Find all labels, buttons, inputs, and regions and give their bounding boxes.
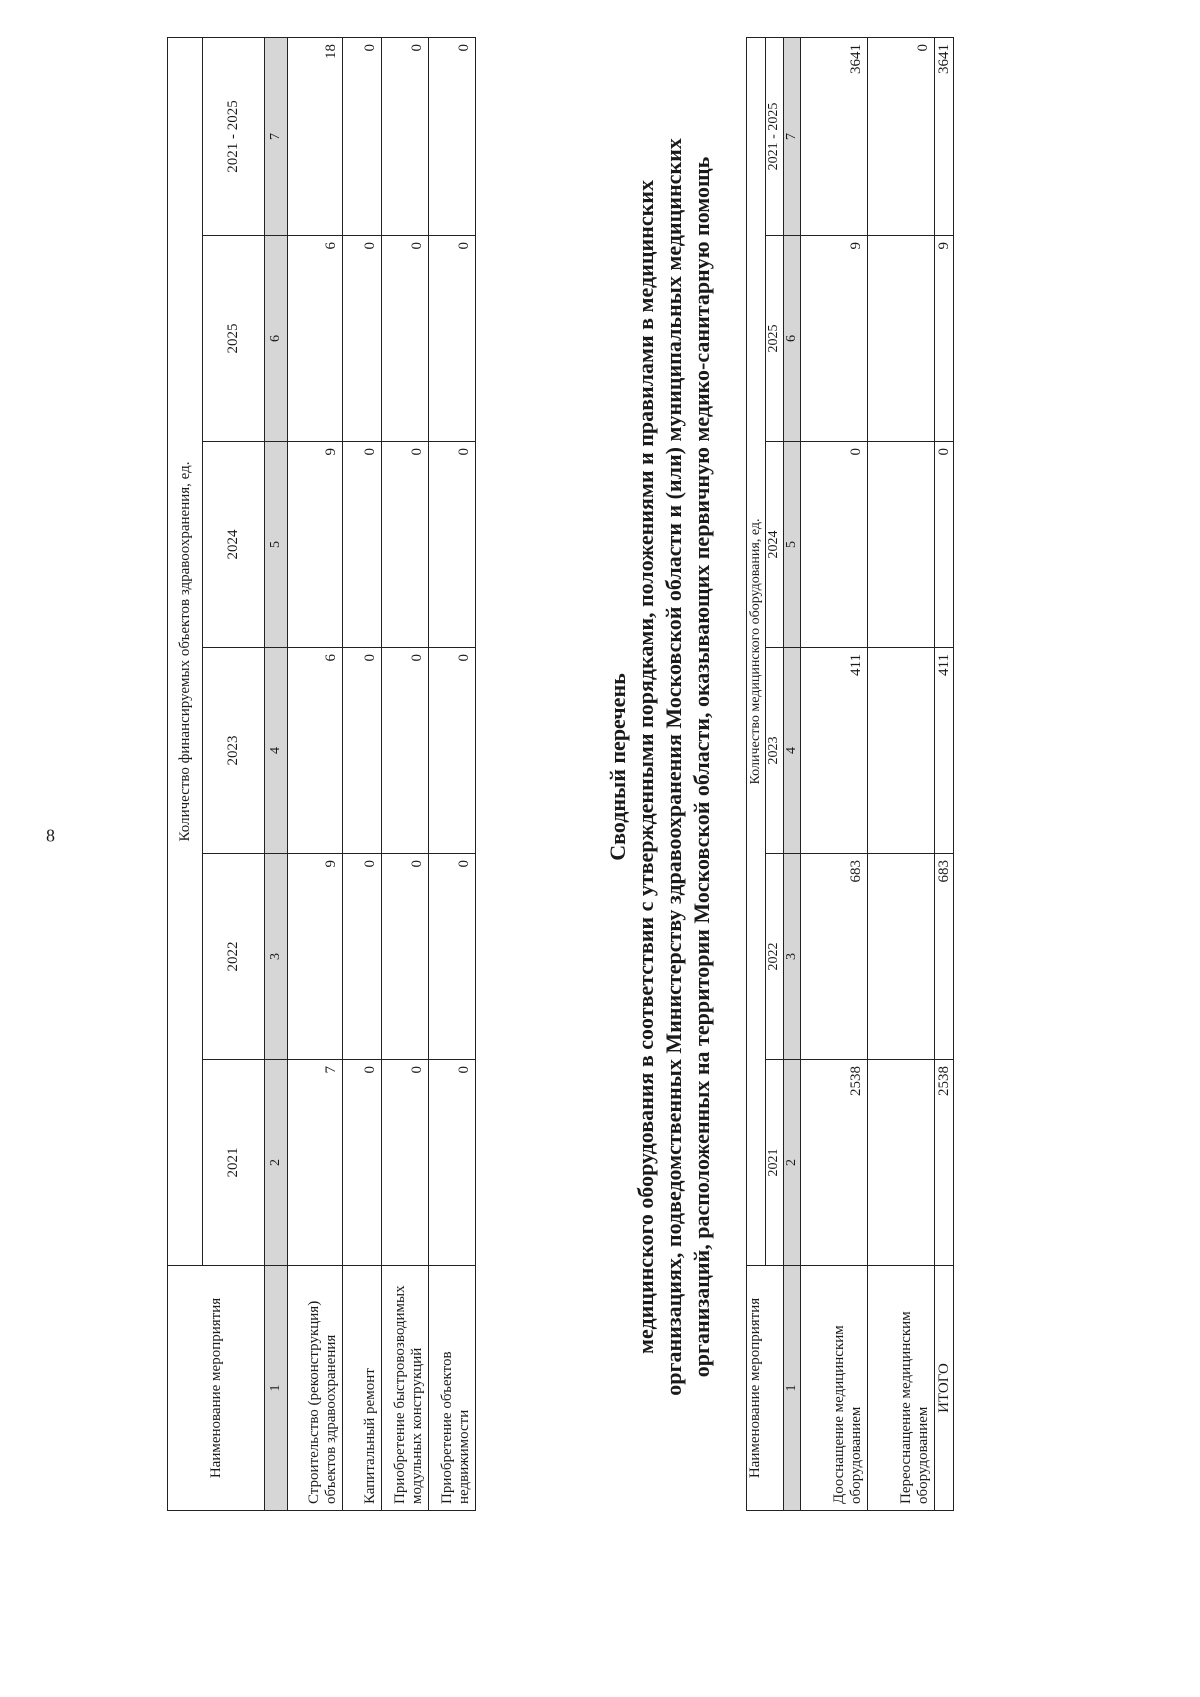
year-header: 2021 - 2025 bbox=[203, 37, 265, 235]
column-number: 1 bbox=[265, 1266, 288, 1511]
total-value: 0 bbox=[935, 442, 954, 648]
cell-value: 0 bbox=[429, 442, 476, 648]
cell-value: 0 bbox=[429, 236, 476, 442]
table-row bbox=[288, 37, 343, 1510]
table-row bbox=[343, 37, 382, 1510]
cell-value: 0 bbox=[868, 38, 935, 236]
cell-value bbox=[868, 236, 935, 442]
table-row bbox=[801, 38, 868, 1511]
cell-value: 0 bbox=[382, 442, 429, 648]
year-header: 2021 - 2025 bbox=[765, 38, 784, 236]
cell-value: 0 bbox=[429, 37, 476, 235]
column-number: 6 bbox=[784, 236, 801, 442]
cell-value: 0 bbox=[382, 37, 429, 235]
year-header: 2022 bbox=[765, 854, 784, 1060]
column-number: 7 bbox=[784, 38, 801, 236]
cell-value: 0 bbox=[382, 236, 429, 442]
row-name: Приобретение быстровозводимых модульных конструкций bbox=[382, 1266, 429, 1511]
table-row bbox=[868, 38, 935, 1511]
year-header: 2024 bbox=[203, 442, 265, 648]
cell-value: 0 bbox=[429, 648, 476, 854]
cell-value: 0 bbox=[801, 442, 868, 648]
column-number: 3 bbox=[784, 854, 801, 1060]
cell-value: 3641 bbox=[801, 38, 868, 236]
title-main: Сводный перечень bbox=[605, 673, 630, 861]
cell-value: 7 bbox=[288, 1060, 343, 1266]
year-header: 2022 bbox=[203, 854, 265, 1060]
cell-value: 0 bbox=[382, 648, 429, 854]
total-label: ИТОГО bbox=[935, 1266, 954, 1511]
cell-value: 0 bbox=[382, 854, 429, 1060]
total-row bbox=[935, 38, 954, 1511]
total-value: 3641 bbox=[935, 38, 954, 236]
column-number: 1 bbox=[784, 1266, 801, 1511]
column-number: 2 bbox=[784, 1060, 801, 1266]
cell-value: 683 bbox=[801, 854, 868, 1060]
table-row bbox=[429, 37, 476, 1510]
cell-value: 6 bbox=[288, 648, 343, 854]
cell-value: 0 bbox=[429, 854, 476, 1060]
cell-value bbox=[868, 442, 935, 648]
cell-value: 0 bbox=[343, 442, 382, 648]
row-name: Приобретение объектов недвижимости bbox=[429, 1266, 476, 1511]
year-header: 2021 bbox=[203, 1060, 265, 1266]
cell-value: 0 bbox=[343, 236, 382, 442]
cell-value: 9 bbox=[288, 442, 343, 648]
cell-value: 0 bbox=[343, 37, 382, 235]
column-number: 2 bbox=[265, 1060, 288, 1266]
column-number: 7 bbox=[265, 37, 288, 235]
objects-table bbox=[167, 37, 476, 1511]
col-name-header: Наименование мероприятия bbox=[168, 1266, 265, 1511]
row-name: Капитальный ремонт bbox=[343, 1266, 382, 1511]
cell-value: 18 bbox=[288, 37, 343, 235]
row-name: Переоснащение медицинским оборудованием bbox=[868, 1266, 935, 1511]
title-line: организациях, подведомственных Министерству здравоохранения Московской области и (или) муниципальных медицинских bbox=[661, 138, 686, 1396]
column-number: 4 bbox=[784, 648, 801, 854]
row-name: Дооснащение медицинским оборудованием bbox=[801, 1266, 868, 1511]
summary-title bbox=[604, 37, 716, 1497]
column-number: 4 bbox=[265, 648, 288, 854]
cell-value: 0 bbox=[343, 648, 382, 854]
total-value: 2538 bbox=[935, 1060, 954, 1266]
year-header: 2025 bbox=[765, 236, 784, 442]
title-line: медицинского оборудования в соответствии с утвержденными порядками, положениями и правилами в медицинских bbox=[633, 180, 658, 1354]
year-header: 2023 bbox=[203, 648, 265, 854]
cell-value bbox=[868, 1060, 935, 1266]
cell-value bbox=[868, 854, 935, 1060]
column-number: 6 bbox=[265, 236, 288, 442]
column-number: 5 bbox=[265, 442, 288, 648]
group-header: Количество медицинского оборудования, ед. bbox=[747, 38, 766, 1266]
cell-value: 0 bbox=[343, 1060, 382, 1266]
cell-value: 0 bbox=[429, 1060, 476, 1266]
cell-value: 9 bbox=[288, 854, 343, 1060]
total-value: 683 bbox=[935, 854, 954, 1060]
col-name-header: Наименование мероприятия bbox=[747, 1266, 784, 1511]
cell-value: 6 bbox=[288, 236, 343, 442]
page-number: 8 bbox=[46, 825, 55, 846]
cell-value bbox=[868, 648, 935, 854]
column-number: 3 bbox=[265, 854, 288, 1060]
column-number-row bbox=[784, 38, 801, 1511]
year-header: 2025 bbox=[203, 236, 265, 442]
total-value: 411 bbox=[935, 648, 954, 854]
column-number-row bbox=[265, 37, 288, 1510]
equipment-table bbox=[746, 37, 954, 1511]
group-header: Количество финансируемых объектов здравоохранения, ед. bbox=[168, 37, 203, 1265]
cell-value: 0 bbox=[382, 1060, 429, 1266]
total-value: 9 bbox=[935, 236, 954, 442]
year-header: 2023 bbox=[765, 648, 784, 854]
table-row bbox=[382, 37, 429, 1510]
cell-value: 411 bbox=[801, 648, 868, 854]
column-number: 5 bbox=[784, 442, 801, 648]
cell-value: 9 bbox=[801, 236, 868, 442]
year-header: 2024 bbox=[765, 442, 784, 648]
cell-value: 2538 bbox=[801, 1060, 868, 1266]
row-name: Строительство (реконструкция) объектов здравоохранения bbox=[288, 1266, 343, 1511]
cell-value: 0 bbox=[343, 854, 382, 1060]
title-line: организаций, расположенных на территории Московской области, оказывающих первичную медико-санитарную помощь bbox=[689, 156, 714, 1378]
year-header: 2021 bbox=[765, 1060, 784, 1266]
